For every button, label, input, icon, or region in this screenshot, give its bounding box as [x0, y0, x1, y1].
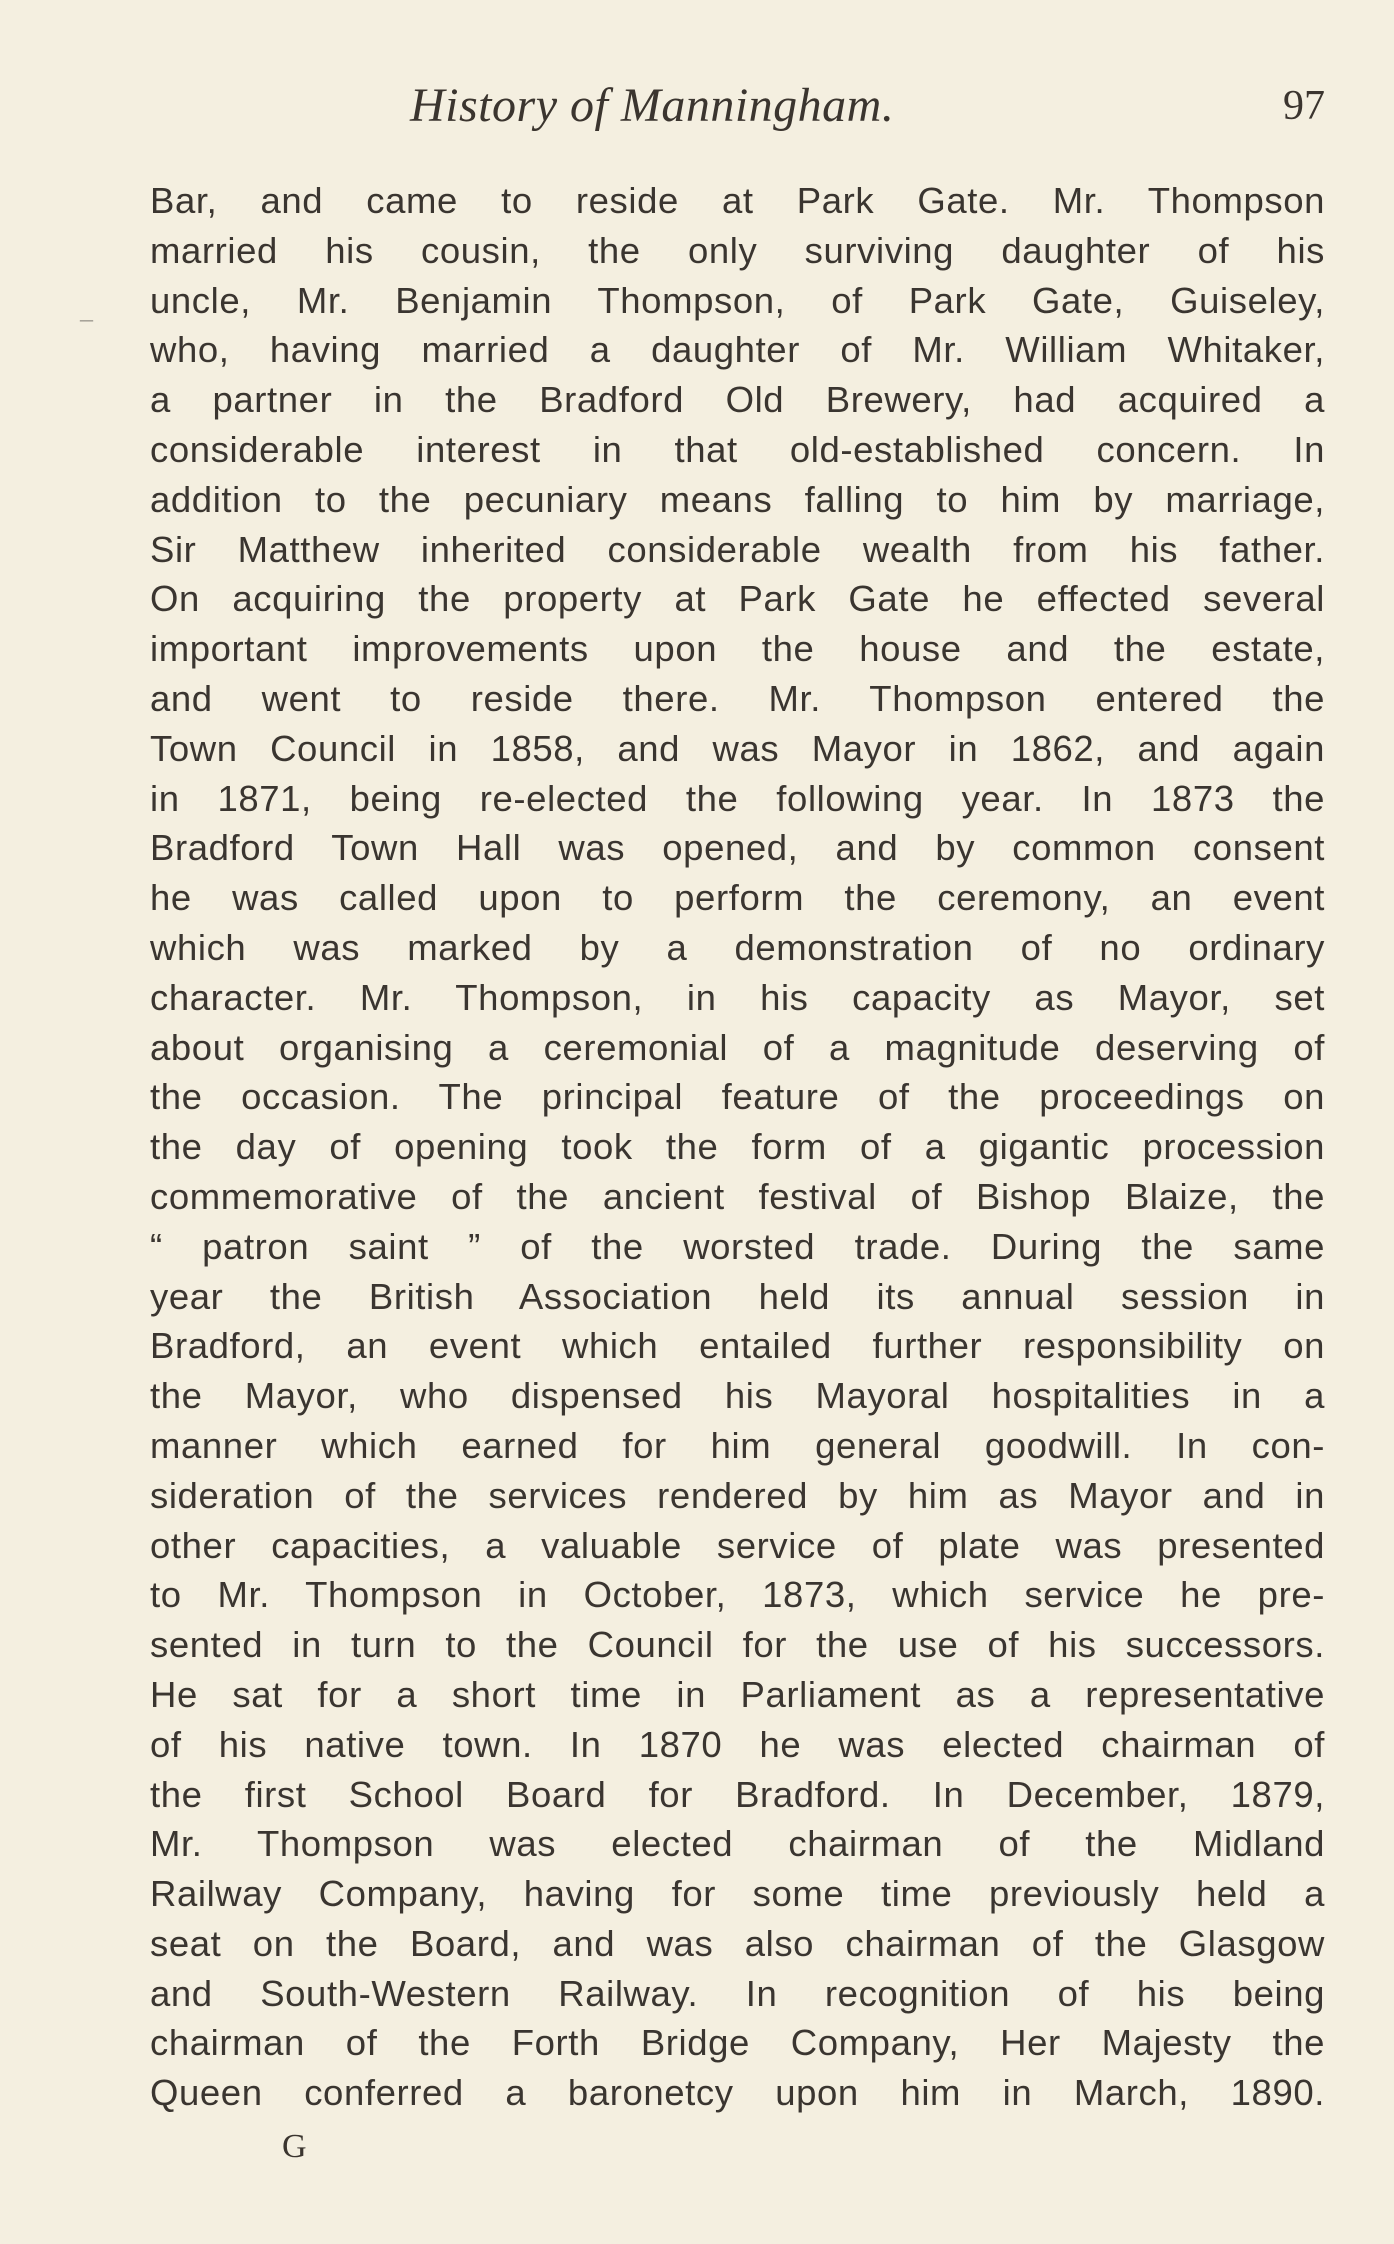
- text-line: Town Council in 1858, and was Mayor in 1862, and again: [150, 727, 1325, 769]
- text-line: the day of opening took the form of a gigantic procession: [150, 1126, 1325, 1168]
- text-line: Bradford Town Hall was opened, and by common consent: [150, 827, 1325, 869]
- text-line: addition to the pecuniary means falling to him by marriage,: [150, 478, 1325, 520]
- text-line: and South-Western Railway. In recognition of his being: [150, 1972, 1325, 2014]
- text-line: Bradford, an event which entailed further responsibility on: [150, 1325, 1325, 1367]
- text-line: of his native town. In 1870 he was elected chairman of: [150, 1723, 1325, 1765]
- text-line: He sat for a short time in Parliament as a representative: [150, 1673, 1325, 1715]
- text-line: the occasion. The principal feature of the proceedings on: [150, 1076, 1325, 1118]
- text-line: and went to reside there. Mr. Thompson entered the: [150, 677, 1325, 719]
- text-line: Mr. Thompson was elected chairman of the Midland: [150, 1823, 1325, 1865]
- text-line: Sir Matthew inherited considerable wealth from his father.: [150, 528, 1325, 570]
- text-line: “ patron saint ” of the worsted trade. During the same: [150, 1225, 1325, 1267]
- text-line: he was called upon to perform the ceremony, an event: [150, 877, 1325, 919]
- text-line: the first School Board for Bradford. In December, 1879,: [150, 1773, 1325, 1815]
- text-line: married his cousin, the only surviving daughter of his: [150, 229, 1325, 271]
- text-line: important improvements upon the house and the estate,: [150, 628, 1325, 670]
- text-line: On acquiring the property at Park Gate he effected several: [150, 578, 1325, 620]
- running-title: History of Manningham.: [410, 79, 895, 132]
- text-line: character. Mr. Thompson, in his capacity as Mayor, set: [150, 976, 1325, 1018]
- text-line: chairman of the Forth Bridge Company, Her Majesty the: [150, 2022, 1325, 2064]
- text-line: other capacities, a valuable service of plate was presented: [150, 1524, 1325, 1566]
- margin-mark: –: [80, 304, 93, 333]
- text-line: about organising a ceremonial of a magnitude deserving of: [150, 1026, 1325, 1068]
- text-line: in 1871, being re-elected the following year. In 1873 the: [150, 777, 1325, 819]
- signature-mark: G: [282, 2128, 307, 2165]
- text-line: Bar, and came to reside at Park Gate. Mr. Thompson: [150, 180, 1325, 221]
- running-head: [150, 78, 1325, 148]
- text-line: Railway Company, having for some time previously held a: [150, 1873, 1325, 1915]
- text-line: manner which earned for him general goodwill. In con-: [150, 1424, 1325, 1466]
- text-line: a partner in the Bradford Old Brewery, had acquired a: [150, 379, 1325, 421]
- text-line: Queen conferred a baronetcy upon him in March, 1890.: [150, 2072, 1325, 2114]
- text-line: year the British Association held its annual session in: [150, 1275, 1325, 1317]
- text-line: sented in turn to the Council for the use of his successors.: [150, 1624, 1325, 1666]
- text-line: who, having married a daughter of Mr. William Whitaker,: [150, 329, 1325, 371]
- text-line: commemorative of the ancient festival of Bishop Blaize, the: [150, 1175, 1325, 1217]
- text-line: seat on the Board, and was also chairman of the Glasgow: [150, 1922, 1325, 1964]
- text-line: sideration of the services rendered by him as Mayor and in: [150, 1474, 1325, 1516]
- text-line: to Mr. Thompson in October, 1873, which service he pre-: [150, 1574, 1325, 1616]
- text-line: considerable interest in that old-established concern. In: [150, 428, 1325, 470]
- body-paragraph: [150, 176, 1325, 2118]
- text-line: uncle, Mr. Benjamin Thompson, of Park Gate, Guiseley,: [150, 279, 1325, 321]
- page-number: 97: [1283, 83, 1325, 129]
- text-line: which was marked by a demonstration of no ordinary: [150, 926, 1325, 968]
- text-line: the Mayor, who dispensed his Mayoral hospitalities in a: [150, 1375, 1325, 1417]
